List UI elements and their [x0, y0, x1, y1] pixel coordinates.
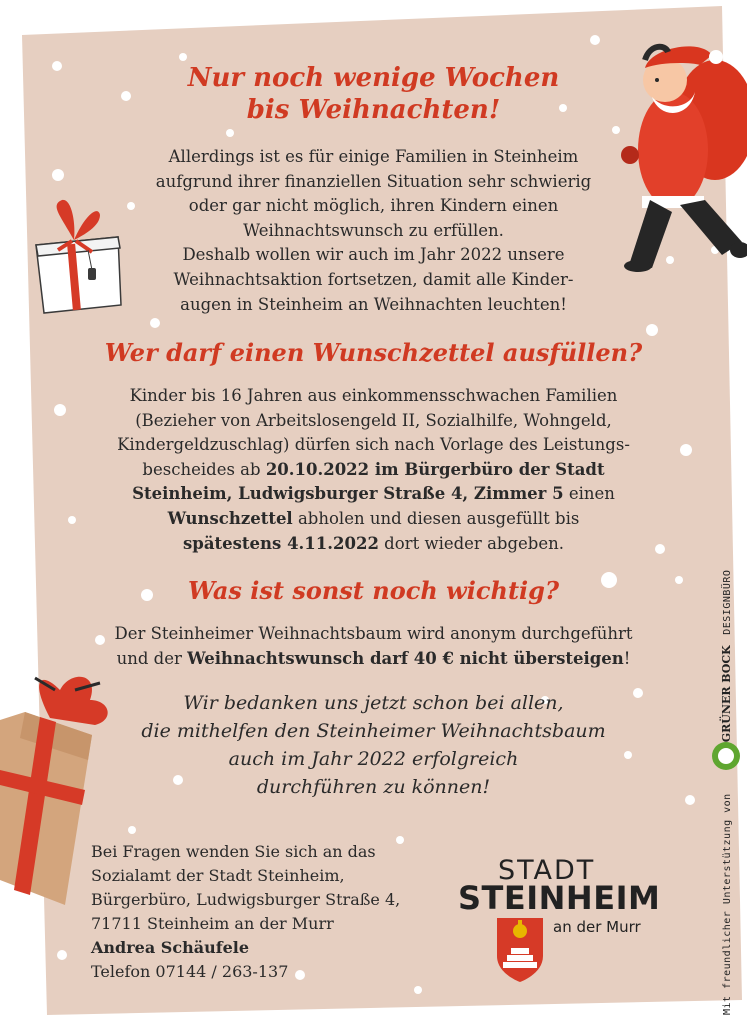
thanks-line: auch im Jahr 2022 erfolgreich — [228, 748, 519, 770]
contact-phone: Telefon 07144 / 263-137 — [91, 962, 289, 981]
intro-line: augen in Steinheim an Weihnachten leuchten! — [180, 294, 567, 314]
section-body-wunschzettel — [0, 384, 747, 556]
body-text: abholen und diesen ausgefüllt bis — [292, 508, 580, 528]
body-line: (Bezieher von Arbeitslosengeld II, Sozialhilfe, Wohngeld, — [135, 410, 612, 430]
intro-line: Deshalb wollen wir auch im Jahr 2022 unsere — [182, 245, 565, 265]
body-text: einen — [563, 484, 615, 504]
body-text: und der — [116, 648, 188, 668]
contact-block — [91, 840, 400, 984]
body-text: ! — [623, 648, 631, 668]
logo-stadt: STADT — [498, 855, 596, 886]
body-line: Kindergeldzuschlag) dürfen sich nach Vorlage des Leistungs- — [117, 435, 630, 455]
intro-paragraph — [0, 145, 747, 317]
thanks-line: die mithelfen den Steinheimer Weihnachtsbaum — [141, 720, 606, 742]
body-line — [0, 482, 747, 507]
body-line — [0, 458, 747, 483]
intro-line: oder gar nicht möglich, ihren Kindern einen — [188, 196, 559, 216]
logo-steinheim: STEINHEIM — [458, 879, 661, 917]
sponsor-brand: GRÜNER BOCK — [720, 645, 733, 743]
body-text: dort wieder abgeben. — [378, 533, 564, 553]
intro-line: Weihnachtsaktion fortsetzen, damit alle Kinder- — [173, 269, 574, 289]
thanks-paragraph — [0, 689, 747, 801]
section-body-wichtig — [0, 622, 747, 671]
intro-line: aufgrund ihrer finanziellen Situation sehr schwierig — [155, 171, 592, 191]
sponsor-note — [720, 570, 733, 1015]
date-location-bold: 20.10.2022 im Bürgerbüro der Stadt — [265, 459, 605, 479]
title-line-1: Nur noch wenige Wochen — [187, 63, 560, 93]
contact-line: Bei Fragen wenden Sie sich an das — [91, 842, 376, 861]
section-heading-wichtig: Was ist sonst noch wichtig? — [187, 576, 560, 605]
body-line: Der Steinheimer Weihnachtsbaum wird anonym durchgeführt — [114, 624, 633, 643]
body-line — [0, 647, 747, 672]
logo-an-der-murr: an der Murr — [553, 918, 641, 936]
contact-line: 71711 Steinheim an der Murr — [91, 914, 334, 933]
intro-line: Weihnachtswunsch zu erfüllen. — [243, 220, 504, 240]
contact-line: Bürgerbüro, Ludwigsburger Straße 4, — [91, 890, 401, 909]
title-line-2: bis Weihnachten! — [246, 95, 501, 125]
body-line: Kinder bis 16 Jahren aus einkommensschwachen Familien — [129, 386, 618, 405]
sponsor-prefix: Mit freundlicher Unterstützung von — [722, 793, 733, 1015]
body-line — [0, 532, 747, 557]
address-bold: Steinheim, Ludwigsburger Straße 4, Zimmer 5 — [132, 484, 564, 504]
thanks-line: durchführen zu können! — [256, 776, 491, 798]
body-text: bescheides ab — [142, 459, 266, 479]
thanks-line: Wir bedanken uns jetzt schon bei allen, — [183, 692, 564, 714]
sponsor-suffix: DESIGNBÜRO — [722, 569, 733, 635]
intro-line: Allerdings ist es für einige Familien in Steinheim — [168, 147, 579, 166]
page-title — [0, 62, 747, 126]
contact-line: Sozialamt der Stadt Steinheim, — [91, 866, 345, 885]
limit-bold: Weihnachtswunsch darf 40 € nicht übersteigen — [187, 648, 624, 668]
wunschzettel-bold: Wunschzettel — [167, 508, 293, 528]
contact-name: Andrea Schäufele — [91, 938, 250, 957]
body-line — [0, 507, 747, 532]
deadline-bold: spätestens 4.11.2022 — [183, 533, 379, 553]
section-heading-wunschzettel: Wer darf einen Wunschzettel ausfüllen? — [104, 338, 643, 367]
